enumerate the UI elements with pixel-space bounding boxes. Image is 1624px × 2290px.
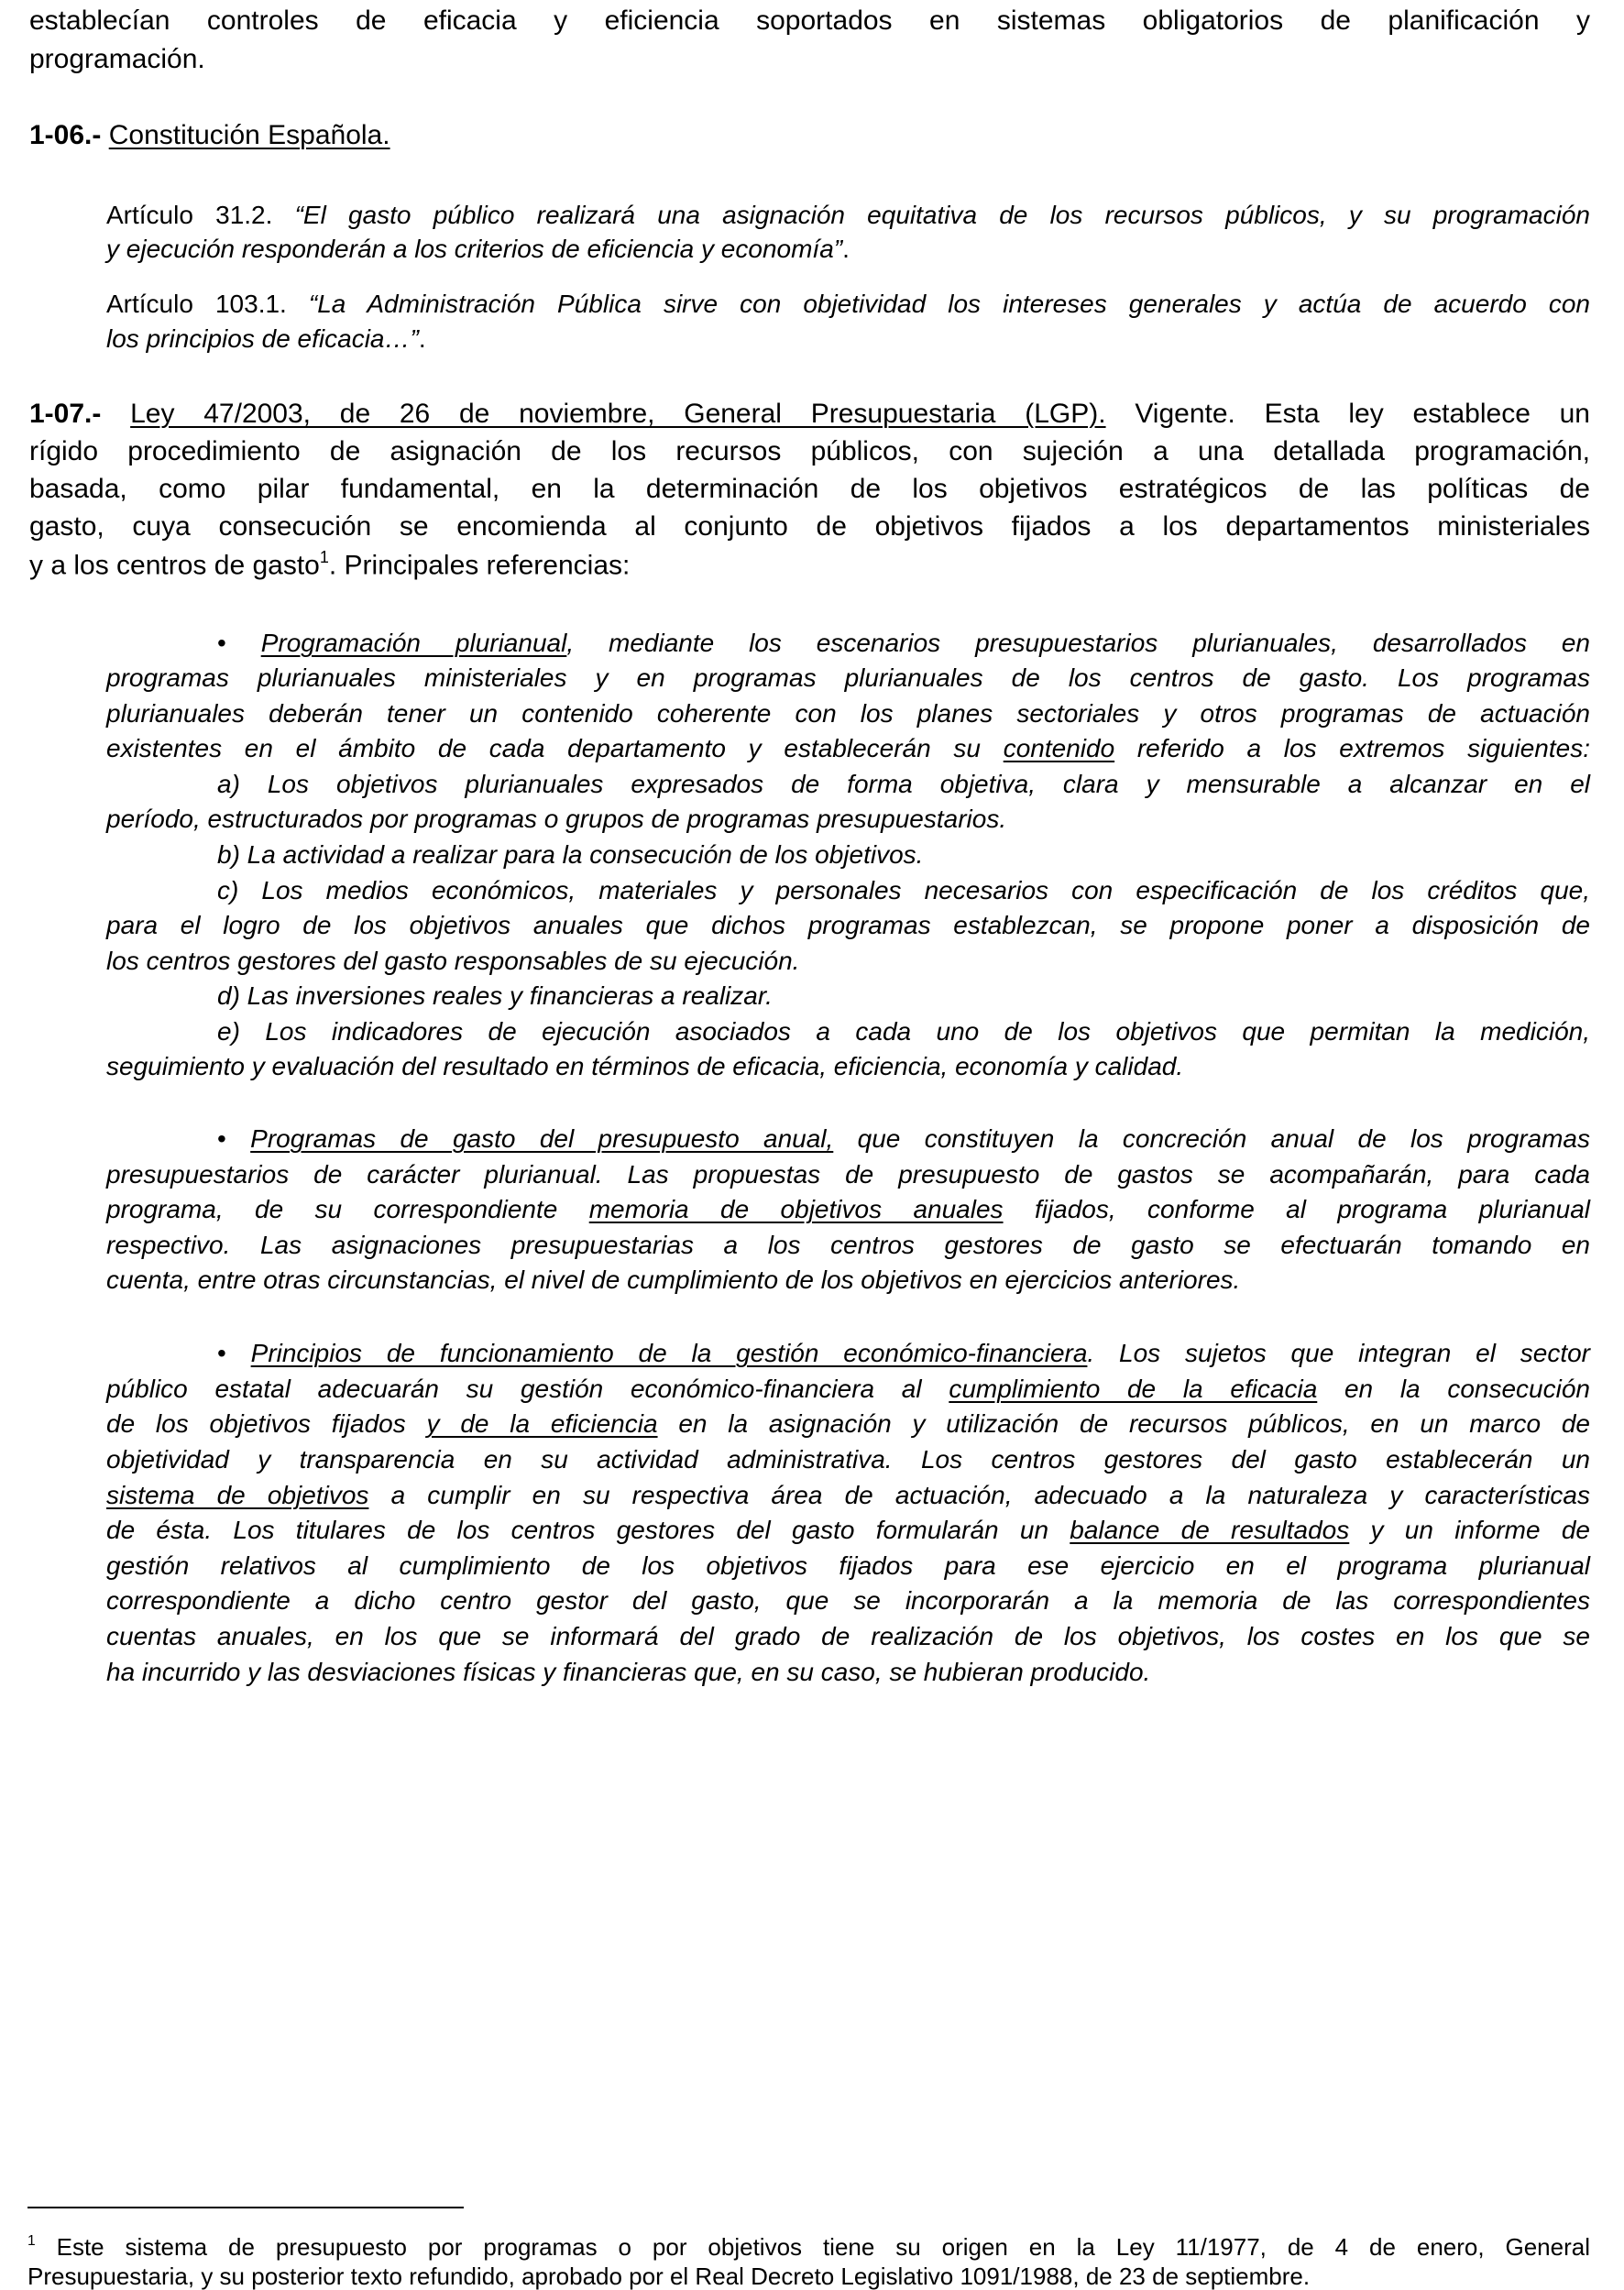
text-line bbox=[29, 46, 205, 73]
text-segment: d) Las inversiones reales y financieras a realizar. bbox=[217, 981, 773, 1010]
text-segment: “La Administración Pública sirve con objetividad los intereses generales y actúa de acuerdo con bbox=[308, 290, 1590, 318]
text-segment: Artículo 103.1. bbox=[106, 290, 309, 318]
text-segment: Artículo 31.2. bbox=[106, 201, 295, 229]
text-line bbox=[106, 1267, 1240, 1293]
text-segment: referido a los extremos siguientes: bbox=[1114, 734, 1590, 762]
text-segment: programas plurianuales ministeriales y en programas plurianuales de los centros de gasto. Los programas bbox=[106, 663, 1590, 692]
underlined-text: Principios de funcionamiento de la gestión económico-financiera bbox=[250, 1339, 1088, 1367]
text-line bbox=[29, 476, 1590, 503]
text-segment: en la consecución bbox=[1317, 1375, 1590, 1403]
text-segment: rígido procedimiento de asignación de los recursos públicos, con sujeción a una detallada programación, bbox=[29, 436, 1590, 466]
text-segment: e) Los indicadores de ejecución asociados a cada uno de los objetivos que permitan la medición, bbox=[217, 1017, 1590, 1046]
text-segment: . Principales referencias: bbox=[328, 550, 631, 581]
text-segment: de ésta. Los titulares de los centros gestores del gasto formularán un bbox=[106, 1516, 1070, 1544]
text-segment: existentes en el ámbito de cada departamento y establecerán su bbox=[106, 734, 1004, 762]
text-line bbox=[27, 2264, 1310, 2288]
text-line bbox=[217, 1341, 1590, 1366]
text-segment: presupuestarios de carácter plurianual. Las propuestas de presupuesto de gastos se acompañarán, para cada bbox=[106, 1160, 1590, 1189]
text-line bbox=[29, 400, 1590, 428]
text-segment: que constituyen la concreción anual de los programas bbox=[833, 1124, 1590, 1153]
text-line bbox=[106, 806, 1006, 832]
text-segment: seguimiento y evaluación del resultado en términos de eficacia, eficiencia, economía y calidad. bbox=[106, 1052, 1184, 1080]
text-segment: basada, como pilar fundamental, en la determinación de los objetivos estratégicos de las políticas de bbox=[29, 474, 1590, 504]
text-segment: • bbox=[217, 1124, 251, 1153]
text-segment: para el logro de los objetivos anuales que dichos programas establezcan, se propone poner a disposición de bbox=[106, 911, 1590, 939]
text-line bbox=[29, 549, 630, 580]
text-segment: período, estructurados por programas o grupos de programas presupuestarios. bbox=[106, 805, 1007, 833]
underlined-text: contenido bbox=[1003, 734, 1115, 762]
text-line bbox=[106, 1624, 1590, 1649]
footnote-separator bbox=[27, 2207, 464, 2208]
text-segment: respectivo. Las asignaciones presupuestarias a los centros gestores de gasto se efectuarán tomando en bbox=[106, 1231, 1590, 1259]
text-segment: , mediante los escenarios presupuestarios plurianuales, desarrollados en bbox=[566, 629, 1590, 657]
underlined-text: y de la eficiencia bbox=[426, 1409, 658, 1438]
text-line bbox=[106, 948, 799, 974]
text-segment: y ejecución responderán a los criterios de eficiencia y economía” bbox=[106, 235, 843, 263]
text-line bbox=[106, 1447, 1590, 1473]
text-line bbox=[29, 438, 1590, 466]
text-segment bbox=[101, 120, 108, 150]
text-line bbox=[106, 203, 1590, 228]
text-segment: en la asignación y utilización de recursos públicos, en un marco de bbox=[657, 1409, 1590, 1438]
text-segment: Vigente. Esta ley establece un bbox=[1105, 399, 1590, 429]
section-number: 1-06.- bbox=[29, 120, 102, 150]
text-line bbox=[106, 1518, 1590, 1543]
text-line bbox=[217, 878, 1590, 904]
text-line bbox=[106, 326, 426, 352]
text-line bbox=[217, 772, 1590, 797]
underlined-text: sistema de objetivos bbox=[106, 1481, 369, 1509]
text-line bbox=[106, 736, 1590, 762]
text-line bbox=[106, 1411, 1590, 1437]
underlined-text: memoria de objetivos anuales bbox=[588, 1195, 1004, 1223]
text-line bbox=[217, 1019, 1590, 1045]
text-segment: cuentas anuales, en los que se informará del grado de realización de los objetivos, los costes en los que se bbox=[106, 1622, 1590, 1650]
text-segment bbox=[101, 399, 130, 429]
text-segment: gasto, cuya consecución se encomienda al conjunto de objetivos fijados a los departamentos ministeriales bbox=[29, 511, 1590, 542]
text-line bbox=[27, 2234, 1590, 2259]
text-segment: a) Los objetivos plurianuales expresados de forma objetiva, clara y mensurable a alcanzar en el bbox=[217, 770, 1590, 798]
text-line bbox=[106, 1197, 1590, 1222]
text-line bbox=[106, 1483, 1590, 1508]
text-line bbox=[217, 842, 923, 868]
text-segment: los principios de eficacia…” bbox=[106, 324, 419, 353]
text-segment: . bbox=[842, 235, 850, 263]
text-line bbox=[106, 1553, 1590, 1579]
text-line bbox=[29, 513, 1590, 541]
text-segment: y a los centros de gasto bbox=[29, 550, 320, 581]
text-segment: • bbox=[217, 629, 261, 657]
text-segment: los centros gestores del gasto responsables de su ejecución. bbox=[106, 947, 800, 975]
text-line bbox=[106, 1376, 1590, 1402]
underlined-text: Programas de gasto del presupuesto anual, bbox=[250, 1124, 834, 1153]
text-line bbox=[29, 122, 390, 149]
text-segment: plurianuales deberán tener un contenido coherente con los planes sectoriales y otros programas de actuación bbox=[106, 699, 1590, 728]
footnote-marker: 1 bbox=[27, 2232, 36, 2249]
text-line bbox=[106, 665, 1590, 691]
underlined-text: cumplimiento de la eficacia bbox=[949, 1375, 1318, 1403]
text-segment: correspondiente a dicho centro gestor del gasto, que se incorporarán a la memoria de las correspondientes bbox=[106, 1586, 1590, 1615]
text-line bbox=[106, 913, 1590, 938]
underlined-text: Programación plurianual bbox=[260, 629, 567, 657]
text-segment: y un informe de bbox=[1349, 1516, 1590, 1544]
text-line bbox=[106, 236, 850, 262]
text-line bbox=[106, 701, 1590, 727]
text-segment: Presupuestaria, y su posterior texto refundido, aprobado por el Real Decreto Legislativo 1091/1988, de 23 de septiembre. bbox=[27, 2263, 1311, 2290]
underlined-text: Constitución Española. bbox=[108, 120, 390, 150]
text-segment: programa, de su correspondiente bbox=[106, 1195, 589, 1223]
text-segment: objetividad y transparencia en su actividad administrativa. Los centros gestores del gasto establecerán un bbox=[106, 1445, 1590, 1474]
text-segment: establecían controles de eficacia y eficiencia soportados en sistemas obligatorios de planificación y bbox=[29, 5, 1590, 36]
text-segment: a cumplir en su respectiva área de actuación, adecuado a la naturaleza y características bbox=[368, 1481, 1591, 1509]
text-segment: . Los sujetos que integran el sector bbox=[1087, 1339, 1590, 1367]
text-line bbox=[106, 1233, 1590, 1258]
text-segment: c) Los medios económicos, materiales y personales necesarios con especificación de los créditos que, bbox=[217, 876, 1590, 904]
text-line bbox=[106, 1054, 1183, 1079]
underlined-text: Ley 47/2003, de 26 de noviembre, General Presupuestaria (LGP). bbox=[130, 399, 1106, 429]
text-segment: programación. bbox=[29, 44, 205, 74]
text-line bbox=[106, 291, 1590, 317]
text-line bbox=[217, 630, 1590, 656]
text-line bbox=[29, 7, 1590, 35]
text-segment: “El gasto público realizará una asignación equitativa de los recursos públicos, y su programación bbox=[294, 201, 1590, 229]
underlined-text: balance de resultados bbox=[1070, 1516, 1350, 1544]
text-segment: • bbox=[217, 1339, 251, 1367]
text-segment: público estatal adecuarán su gestión económico-financiera al bbox=[106, 1375, 949, 1403]
text-line bbox=[106, 1660, 1150, 1685]
text-line bbox=[106, 1588, 1590, 1614]
text-segment: cuenta, entre otras circunstancias, el nivel de cumplimiento de los objetivos en ejercicios anteriores. bbox=[106, 1266, 1241, 1294]
footnote-marker: 1 bbox=[319, 548, 329, 567]
text-segment: b) La actividad a realizar para la consecución de los objetivos. bbox=[217, 840, 924, 869]
text-line bbox=[106, 1162, 1590, 1188]
text-segment: fijados, conforme al programa plurianual bbox=[1003, 1195, 1590, 1223]
section-number: 1-07.- bbox=[29, 399, 102, 429]
text-segment: ha incurrido y las desviaciones físicas y financieras que, en su caso, se hubieran producido. bbox=[106, 1658, 1151, 1686]
text-segment: de los objetivos fijados bbox=[106, 1409, 427, 1438]
text-line bbox=[217, 983, 773, 1009]
text-segment: . bbox=[418, 324, 426, 353]
text-segment: gestión relativos al cumplimiento de los objetivos fijados para ese ejercicio en el programa plurianual bbox=[106, 1551, 1590, 1580]
text-line bbox=[217, 1126, 1590, 1152]
text-segment: Este sistema de presupuesto por programas o por objetivos tiene su origen en la Ley 11/1977, de 4 de enero, General bbox=[35, 2232, 1590, 2261]
